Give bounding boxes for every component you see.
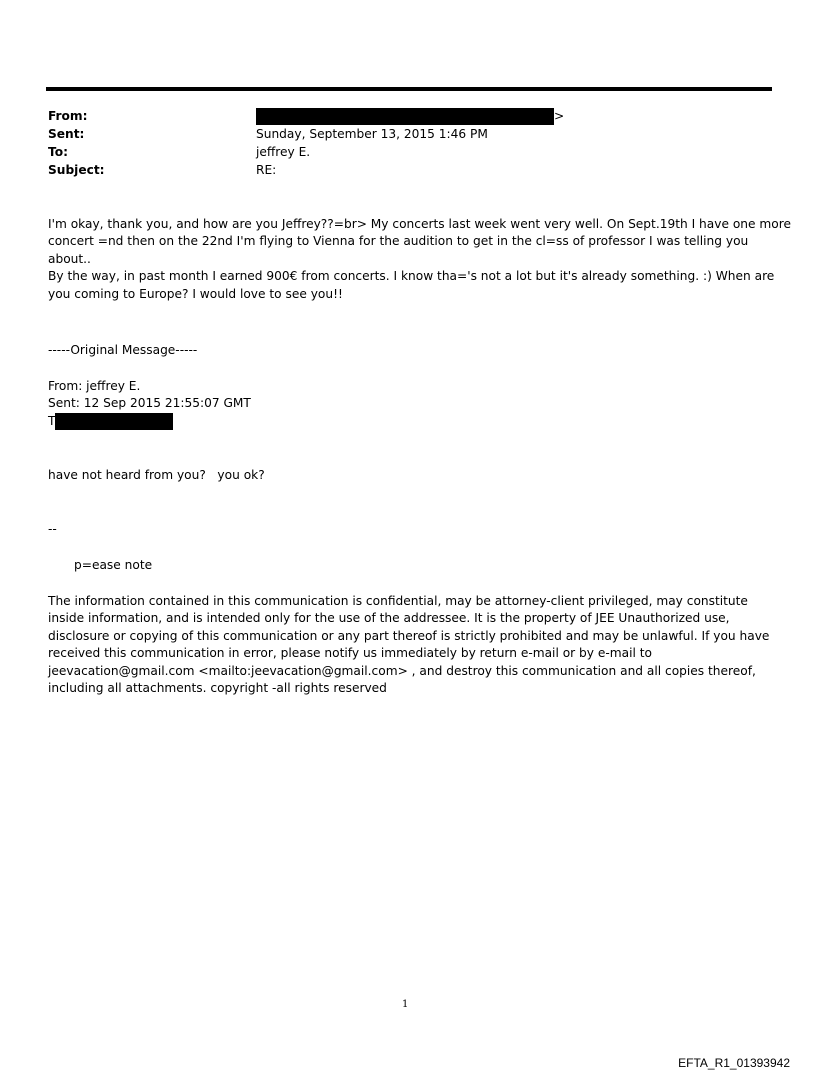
subject-row: [48, 162, 748, 180]
from-suffix: >: [554, 109, 565, 123]
disclaimer-line: The information contained in this communication is confidential, may be attorney-client privileged, may constitute: [48, 594, 748, 608]
original-to: [48, 413, 774, 430]
original-separator: -----Original Message-----: [48, 343, 198, 357]
body-line: concert =nd then on the 22nd I'm flying to Vienna for the audition to get in the cl=ss of professor I was telling you: [48, 234, 749, 249]
header-rule: [46, 87, 772, 91]
signature-dash: --: [48, 522, 57, 536]
from-label: From:: [48, 109, 88, 123]
original-sent: Sent: 12 Sep 2015 21:55:07 GMT: [48, 396, 251, 411]
to-value: jeffrey E.: [256, 145, 311, 159]
note-line: p=ease note: [74, 558, 153, 572]
sent-row: [48, 126, 748, 144]
subject-label: Subject:: [48, 163, 105, 177]
original-to-prefix: T: [48, 413, 56, 428]
body-line: you coming to Europe? I would love to see you!!: [48, 286, 343, 301]
to-label: To:: [48, 145, 68, 159]
document-id: EFTA_R1_01393942: [678, 1056, 790, 1070]
disclaimer-line: including all attachments. copyright -all rights reserved: [48, 680, 387, 695]
redaction-bar: [256, 108, 554, 125]
disclaimer: [48, 593, 774, 697]
disclaimer-line: received this communication in error, please notify us immediately by return e-mail or by e-mail to: [48, 646, 652, 661]
original-header: [48, 378, 774, 430]
body-line: By the way, in past month I earned 900€ from concerts. I know tha='s not a lot but it's already something. :) When are: [48, 269, 775, 284]
from-value: [256, 108, 564, 125]
to-row: [48, 144, 748, 162]
body-line: I'm okay, thank you, and how are you Jeffrey??=br> My concerts last week went very well. On Sept.19th I have one more: [48, 217, 791, 231]
disclaimer-line: inside information, and is intended only for the use of the addressee. It is the property of JEE Unauthorized use,: [48, 611, 730, 626]
sent-label: Sent:: [48, 127, 85, 141]
reply-body: [48, 216, 791, 303]
sent-value: Sunday, September 13, 2015 1:46 PM: [256, 127, 488, 141]
original-from: From: jeffrey E.: [48, 379, 141, 393]
original-message: have not heard from you? you ok?: [48, 468, 265, 482]
disclaimer-line: jeevacation@gmail.com <mailto:jeevacation@gmail.com> , and destroy this communication and all copies thereof,: [48, 663, 756, 678]
body-line: about..: [48, 251, 91, 266]
redaction-bar: [55, 413, 173, 430]
disclaimer-line: disclosure or copying of this communication or any part thereof is strictly prohibited and may be unlawful. If you have: [48, 628, 770, 643]
page-number: 1: [402, 999, 409, 1010]
from-row: [48, 108, 748, 126]
subject-value: RE:: [256, 163, 277, 177]
